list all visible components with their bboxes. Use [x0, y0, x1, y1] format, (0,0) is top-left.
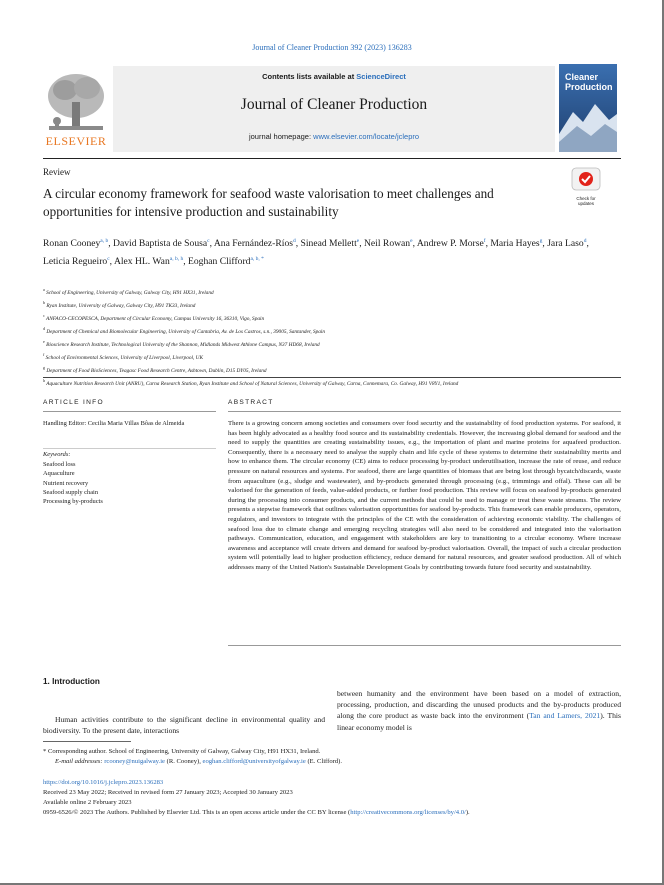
affiliation-text: ANFACO-CECOPESCA, Department of Circular Economy, Campus University 16, 36310, Vigo, Spain [46, 315, 265, 322]
email-link-cooney[interactable]: rcooney@nuigalway.ie [104, 758, 165, 765]
contents-line [113, 72, 555, 81]
online-date: Available online 2 February 2023 [43, 799, 132, 806]
journal-header [43, 62, 617, 156]
keyword-item: Seafood loss [43, 461, 76, 468]
author-name[interactable]: Maria Hayes [490, 238, 540, 250]
abstract-heading: ABSTRACT [228, 399, 274, 406]
affiliation-key: d [43, 325, 45, 331]
author-affiliation-marker[interactable]: d [583, 238, 587, 244]
intro-col2-suffix: ). This linear economy model is [337, 711, 621, 732]
author-affiliation-marker[interactable]: a, b, * [250, 255, 264, 262]
license-suffix: ). [465, 809, 470, 816]
author-name[interactable]: Andrew P. Morse [416, 238, 484, 250]
author-name[interactable]: Sinead Mellett [300, 238, 357, 250]
sciencedirect-link[interactable]: ScienceDirect [356, 72, 406, 81]
affiliation-text: School of Engineering, University of Galway, Galway City, H91 HX31, Ireland [46, 289, 214, 296]
author-name[interactable]: Ana Fernández-Ríos [213, 238, 293, 250]
affiliation-key: c [43, 312, 45, 318]
affiliation-key: f [43, 351, 45, 357]
cover-title-line1: Cleaner [565, 72, 599, 82]
abstract-text: There is a growing concern among societies and consumers over food security and the sustainability of food production systems. For seafood, it has been highly advocated as a healthy food source and its sustainability credentials. However, the increasing global demand for seafood and the need to supply the quantities are creating sustainability issues, e.g., the importation of plant and marine proteins for aquafeed production. Consequently, there is a necessary need to analyse the supply chain and life cycle of these systems to determine their sustainability merits and how to enhance them. The circular economy (CE) aims to reduce processing by-product underutilisation, increase the rate of reuse, and reduce pressure on natural resources and systems. For seafood, there are large quantities of biomass that are being lost through bycatch/discards, waste from aquaculture (e.g., sludge and wastewater), and by-products generated through processing (e.g., trimmings and offal). These can all be valorised for the generation of feeds, value-added products, or further food production. This review will focus on seafood by-products generated during the processing into consumer products, and the current methods that could be used to manage or treat these waste streams. The review presents a stepwise framework that outlines valorisation opportunities for seafood by-products. This framework can enable producers, operators, regulators, and investors to integrate with the principles of the CE with the consideration of achieving economic viability. The challenges of seafood loss due to climate change and emerging recycling strategies will also need to be considered and integrated into the valorisation pathways. Communication, education, and engagement with stakeholders are key to transitioning to a circular economy. Where increase awareness and acceptance will create drivers and demand for seafood by-product valorisation. Overall, the impact of such a circular production system will potentially lead to higher production efficiency, reduce demand for natural resources, and greater seafood production. All of which addresses many of the United Nation's Sustainable Development Goals by contributing towards future food security and sustainability. [228, 420, 621, 571]
license-line [43, 809, 633, 816]
email-link-clifford[interactable]: eoghan.clifford@universityofgalway.ie [202, 758, 306, 765]
author-name[interactable]: Jara Laso [547, 238, 584, 250]
abstract-end-rule [228, 645, 621, 646]
article-info-heading: ARTICLE INFO [43, 399, 104, 406]
received-dates: Received 23 May 2022; Received in revised form 27 January 2023; Accepted 30 January 2023 [43, 789, 293, 796]
affiliation-text: School of Environmental Sciences, University of Liverpool, Liverpool, UK [45, 354, 204, 361]
keyword-item: Processing by-products [43, 498, 103, 506]
journal-cover [559, 64, 617, 152]
affiliation-list [43, 285, 603, 389]
corresponding-author-note: * Corresponding author. School of Engineering, University of Galway, Galway City, H91 HX31, Ireland. [43, 748, 321, 755]
author-affiliation-marker[interactable]: a, b, h [169, 255, 184, 262]
author-name[interactable]: David Baptista de Sousa [113, 238, 208, 250]
keywords-heading: Keywords: [43, 451, 71, 458]
contents-prefix: Contents lists available at [262, 72, 357, 81]
author-name[interactable]: Ronan Cooney [43, 238, 101, 250]
keyword-list [43, 460, 213, 506]
affiliation-item [43, 363, 603, 376]
affiliation-item [43, 350, 603, 363]
article-type: Review [43, 167, 71, 177]
affiliation-item [43, 285, 603, 298]
email-label: E-mail addresses: [55, 758, 105, 765]
affiliation-item [43, 337, 603, 350]
check-updates-icon [571, 167, 601, 191]
author-affiliation-marker[interactable]: c [207, 238, 210, 244]
footnote-rule [43, 741, 131, 742]
intro-col2-text: between humanity and the environment have been based on a model of extraction, processing, production, and discarding the unused products and the by-products produced along the core product as waste back into the environment ( [337, 689, 621, 721]
keywords-rule [43, 448, 216, 449]
affiliation-key: e [43, 338, 45, 344]
affiliation-key: b [43, 299, 45, 305]
check-updates-label: Check for updates [576, 196, 596, 206]
article-title: A circular economy framework for seafood waste valorisation to meet challenges and opportunities for intensive production and sustainability [43, 186, 494, 219]
affiliation-item [43, 298, 603, 311]
keyword-item: Nutrient recovery [43, 479, 89, 487]
author-affiliation-marker[interactable]: e [410, 238, 413, 244]
introduction-column-1: Human activities contribute to the significant decline in environmental quality and biodiversity. To the present date, interactions [43, 715, 325, 736]
elsevier-logo [43, 66, 109, 152]
header-divider [43, 158, 621, 159]
email-name-cooney: (R. Cooney), [164, 758, 203, 765]
affiliation-key: h [43, 377, 45, 383]
affiliation-text: Ryan Institute, University of Galway, Galway City, H91 TK33, Ireland [46, 302, 196, 309]
author-name[interactable]: Eoghan Clifford [188, 255, 251, 267]
affiliation-item [43, 324, 603, 337]
author-affiliation-marker[interactable]: f [483, 238, 486, 244]
introduction-column-2 [337, 688, 621, 733]
author-affiliation-marker[interactable]: e [356, 238, 360, 244]
journal-title: Journal of Cleaner Production [240, 96, 428, 113]
author-affiliation-marker[interactable]: c [107, 255, 110, 262]
handling-editor: Handling Editor: Cecilia Maria Villas Bôas de Almeida [43, 420, 185, 427]
affiliation-key: g [43, 364, 45, 370]
license-link[interactable]: http://creativecommons.org/licenses/by/4.0/ [350, 809, 466, 816]
author-name[interactable]: Leticia Regueiro [43, 255, 108, 267]
keyword-item: Aquaculture [43, 470, 75, 478]
affiliation-key: a [43, 287, 45, 292]
journal-homepage-link[interactable]: www.elsevier.com/locate/jclepro [313, 132, 420, 141]
citation-link[interactable]: Tan and Lamers, 2021 [529, 711, 601, 721]
keyword-item: Seafood supply chain [43, 488, 99, 496]
journal-info-box [113, 66, 555, 152]
doi-link[interactable]: https://doi.org/10.1016/j.jclepro.2023.136283 [43, 779, 164, 786]
affiliations-divider [43, 377, 621, 378]
affiliation-text: Bioscience Research Institute, Technological University of the Shannon, Midlands Midwest Athlone Campus, N37 HD68, Ireland [46, 341, 320, 348]
affiliation-text: Department of Food BioSciences, Teagasc Food Research Centre, Ashtown, Dublin, D15 DY05, Ireland [46, 367, 267, 374]
author-list: Ronan Cooney$^{a, b}$, David Baptista de Sousa$^c$, Ana Fernández-Ríos$^d$, Sinead Mellett$^e$, Neil Rowan$^e$, Andrew P. Morse$^f$, Maria Hayes$^g$, Jara Laso$^d$, Leticia Regueiro$^c$, Alex HL. Wan$^{a, b, h}$, Eoghan Clifford$^{a, b, *}$ [43, 238, 589, 267]
cover-title-line2: Production [565, 82, 613, 92]
author-affiliation-marker[interactable]: d [292, 238, 296, 244]
license-text: 0959-6526/© 2023 The Authors. Published by Elsevier Ltd. This is an open access article under the CC BY license ( [43, 809, 351, 816]
homepage-line [113, 132, 555, 141]
author-affiliation-marker[interactable]: a, b [100, 238, 109, 244]
author-name[interactable]: Neil Rowan [364, 238, 411, 250]
abstract-rule [228, 411, 621, 412]
journal-reference[interactable]: Journal of Cleaner Production 392 (2023) 136283 [252, 43, 412, 52]
affiliation-item [43, 311, 603, 324]
publisher-wordmark: ELSEVIER [45, 134, 107, 148]
check-for-updates-button[interactable] [571, 167, 601, 206]
email-addresses [55, 757, 621, 766]
article-info-rule [43, 411, 216, 412]
affiliation-text: Aquaculture Nutrition Research Unit (ANRU), Carna Research Station, Ryan Institute and School of Natural Sciences, University of Galway, Carna, Connemara, Co. Galway, H91 V8Y1, Ireland [46, 380, 459, 387]
author-name[interactable]: Alex HL. Wan [113, 255, 170, 267]
introduction-heading: 1. Introduction [43, 677, 100, 686]
author-affiliation-marker[interactable]: g [539, 238, 543, 244]
affiliation-text: Department of Chemical and Biomolecular Engineering, University of Cantabria, Av. de Los Castros, s.n., 39005, Santander, Spain [46, 328, 326, 335]
homepage-prefix: journal homepage: [248, 132, 314, 141]
email-name-clifford: (E. Clifford). [305, 758, 342, 765]
